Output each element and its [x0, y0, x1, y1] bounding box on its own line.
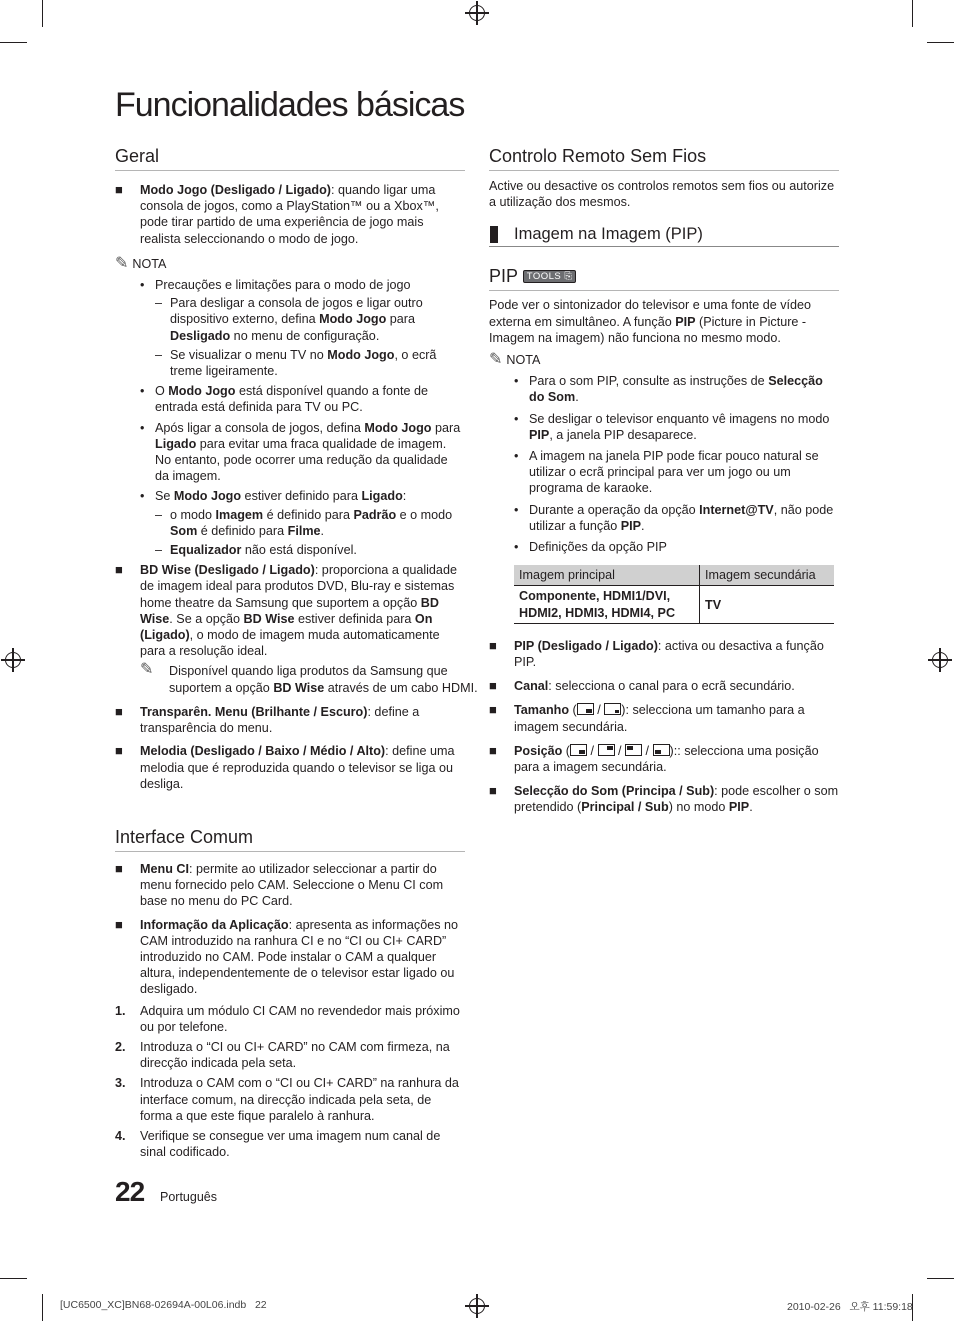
- list-item: ■ Tamanho ( / ): selecciona um tamanho para a imagem secundária.: [489, 702, 805, 734]
- crop-mark: [0, 1278, 27, 1279]
- left-column-interface: [115, 826, 465, 1160]
- right-column: [489, 145, 839, 816]
- registration-mark-icon: [5, 652, 21, 668]
- note-heading: ✎ NOTA: [115, 254, 167, 272]
- square-bullet-icon: ■: [115, 743, 123, 759]
- section-title-pip: PIP TOOLS ⎘: [489, 265, 839, 291]
- square-bullet-icon: ■: [489, 742, 497, 758]
- size-large-icon: [604, 703, 621, 715]
- list-item: – o modo Imagem é definido para Padrão e o modo Som é definido para Filme.: [155, 507, 453, 538]
- position-top-left-icon: [625, 744, 642, 756]
- left-column: [115, 145, 478, 792]
- section-title-geral: Geral: [115, 145, 465, 171]
- list-item: • Para o som PIP, consulte as instruções de Selecção do Som.: [514, 374, 823, 405]
- size-small-icon: [577, 703, 594, 715]
- list-item: • Se desligar o televisor enquanto vê imagens no modo PIP, a janela PIP desaparece.: [514, 411, 830, 442]
- subsection-title-pip: Imagem na Imagem (PIP): [489, 224, 839, 247]
- list-item: ■ Posição ( / / / ):: selecciona uma posição para a imagem secundária.: [489, 742, 819, 775]
- square-bullet-icon: ■: [115, 916, 123, 932]
- crop-mark: [927, 1278, 954, 1279]
- registration-mark-icon: [932, 652, 948, 668]
- crop-mark: [912, 0, 913, 27]
- square-bullet-icon: ■: [115, 861, 123, 876]
- tools-button-icon: TOOLS ⎘: [523, 270, 577, 283]
- pencil-note-icon: ✎: [115, 254, 129, 272]
- list-item: • Definições da opção PIP: [514, 540, 667, 555]
- table-header-cell: Imagem principal: [514, 565, 700, 586]
- list-item: • Durante a operação da opção Internet@TV, não pode utilizar a função PIP.: [514, 502, 834, 533]
- position-bottom-left-icon: [653, 744, 670, 756]
- list-item: ■ BD Wise (Desligado / Ligado): proporciona a qualidade de imagem ideal para produtos DVD, Blu-ray e sistemas home theatre da Samsung que suportem a opção BD Wise. Se a opção BD Wise estiver definida para On (Ligado), o modo de imagem muda automaticamente para a resolução ideal. ✎ Disponível quando liga produtos da Samsung que suportem a opção BD Wise através de um cabo HDMI.: [115, 562, 478, 695]
- crop-mark: [42, 1294, 43, 1321]
- square-bullet-icon: ■: [489, 702, 497, 718]
- note-heading: ✎ NOTA: [489, 351, 541, 369]
- registration-mark-icon: [469, 1298, 485, 1314]
- table-cell: TV: [700, 586, 835, 623]
- footer-file: [UC6500_XC]BN68-02694A-00L06.indb 22: [60, 1299, 267, 1311]
- footer-language: Português: [160, 1190, 217, 1204]
- square-bullet-icon: ■: [489, 637, 497, 653]
- page-title: Funcionalidades básicas: [115, 86, 465, 124]
- table-header-row: [514, 565, 834, 586]
- pencil-note-icon: ✎: [140, 661, 154, 679]
- list-item: ■ Transparên. Menu (Brilhante / Escuro): define a transparência do menu.: [115, 703, 420, 736]
- section-title-interface-comum: Interface Comum: [115, 826, 465, 852]
- square-bullet-icon: ■: [115, 562, 123, 578]
- list-item: • Se Modo Jogo estiver definido para Ligado:: [140, 489, 407, 504]
- table-row: [514, 586, 834, 623]
- list-item: ■ Canal: selecciona o canal para o ecrã secundário.: [489, 678, 795, 694]
- paragraph: Pode ver o sintonizador do televisor e uma fonte de vídeo externa em simultâneo. A função PIP (Picture in Picture - Imagem na imagem) não funciona no mesmo modo.: [489, 298, 812, 345]
- page-number: 22: [115, 1176, 145, 1207]
- list-item: – Equalizador não está disponível.: [155, 543, 357, 558]
- crop-mark: [42, 0, 43, 27]
- crop-mark: [0, 42, 27, 43]
- list-item: • O Modo Jogo está disponível quando a fonte de entrada está definida para TV ou PC.: [140, 384, 429, 415]
- registration-mark-icon: [469, 5, 485, 21]
- table-cell: Componente, HDMI1/DVI, HDMI2, HDMI3, HDMI4, PC: [514, 586, 700, 623]
- pip-settings-table: [514, 565, 834, 624]
- list-item: ■ Selecção do Som (Principa / Sub): pode escolher o som pretendido (Principal / Sub) no modo PIP.: [489, 783, 839, 815]
- section-bar-icon: [490, 226, 498, 243]
- crop-mark: [927, 42, 954, 43]
- paragraph: Active ou desactive os controlos remotos sem fios ou autorize a utilização dos mesmos.: [489, 179, 835, 210]
- list-item: ■ Modo Jogo (Desligado / Ligado): quando ligar uma consola de jogos, como a PlayStation™ ou a Xbox™, pode tirar partido de uma experiência de jogo mais realista seleccionando o modo de jogo.: [115, 182, 439, 246]
- list-item: 3. Introduza o CAM com o “CI ou CI+ CARD” na ranhura da interface comum, na direcção indicada pela seta, de forma a que este fique paralelo à ranhura.: [115, 1076, 459, 1123]
- square-bullet-icon: ■: [489, 783, 497, 799]
- list-item: • Após ligar a consola de jogos, defina Modo Jogo para Ligado para evitar uma fraca qualidade de imagem. No entanto, pode ocorrer uma redução da qualidade da imagem.: [140, 420, 461, 484]
- pencil-note-icon: ✎: [489, 351, 503, 369]
- list-item: ■ Menu CI: permite ao utilizador seleccionar a partir do menu fornecido pelo CAM. Seleccione o Menu CI com base no menu do PC Card.: [115, 861, 444, 909]
- list-item: – Se visualizar o menu TV no Modo Jogo, o ecrã treme ligeiramente.: [155, 347, 437, 379]
- square-bullet-icon: ■: [115, 182, 123, 197]
- position-top-right-icon: [598, 744, 615, 756]
- list-item: ■ Informação da Aplicação: apresenta as informações no CAM introduzido na ranhura CI e no “CI ou CI+ CARD” introduzido no CAM. Pode instalar o CAM a qualquer altura, independentemente de o televisor estar ligado ou desligado.: [115, 916, 459, 997]
- list-item: 1. Adquira um módulo CI CAM no revendedor mais próximo ou por telefone.: [115, 1003, 460, 1034]
- square-bullet-icon: ■: [115, 703, 123, 719]
- section-title-controlo-remoto: Controlo Remoto Sem Fios: [489, 145, 839, 171]
- list-item: ■ Melodia (Desligado / Baixo / Médio / Alto): define uma melodia que é reproduzida quando o televisor se liga ou desliga.: [115, 743, 455, 791]
- list-item: • A imagem na janela PIP pode ficar pouco natural se utilizar o ecrã principal para ver um jogo ou um programa de karaoke.: [514, 449, 819, 496]
- list-item: 2. Introduza o “CI ou CI+ CARD” no CAM com firmeza, na direcção indicada pela seta.: [115, 1040, 450, 1071]
- list-item: 4. Verifique se consegue ver uma imagem num canal de sinal codificado.: [115, 1129, 441, 1160]
- list-item: – Para desligar a consola de jogos e ligar outro dispositivo externo, defina Modo Jogo para Desligado no menu de configuração.: [155, 296, 423, 343]
- list-item: ■ PIP (Desligado / Ligado): activa ou desactiva a função PIP.: [489, 637, 824, 670]
- position-bottom-right-icon: [570, 744, 587, 756]
- footer-date: 2010-02-26 오후 11:59:18: [787, 1301, 913, 1313]
- table-header-cell: Imagem secundária: [700, 565, 835, 586]
- list-item: • Precauções e limitações para o modo de jogo: [140, 278, 411, 293]
- square-bullet-icon: ■: [489, 678, 497, 694]
